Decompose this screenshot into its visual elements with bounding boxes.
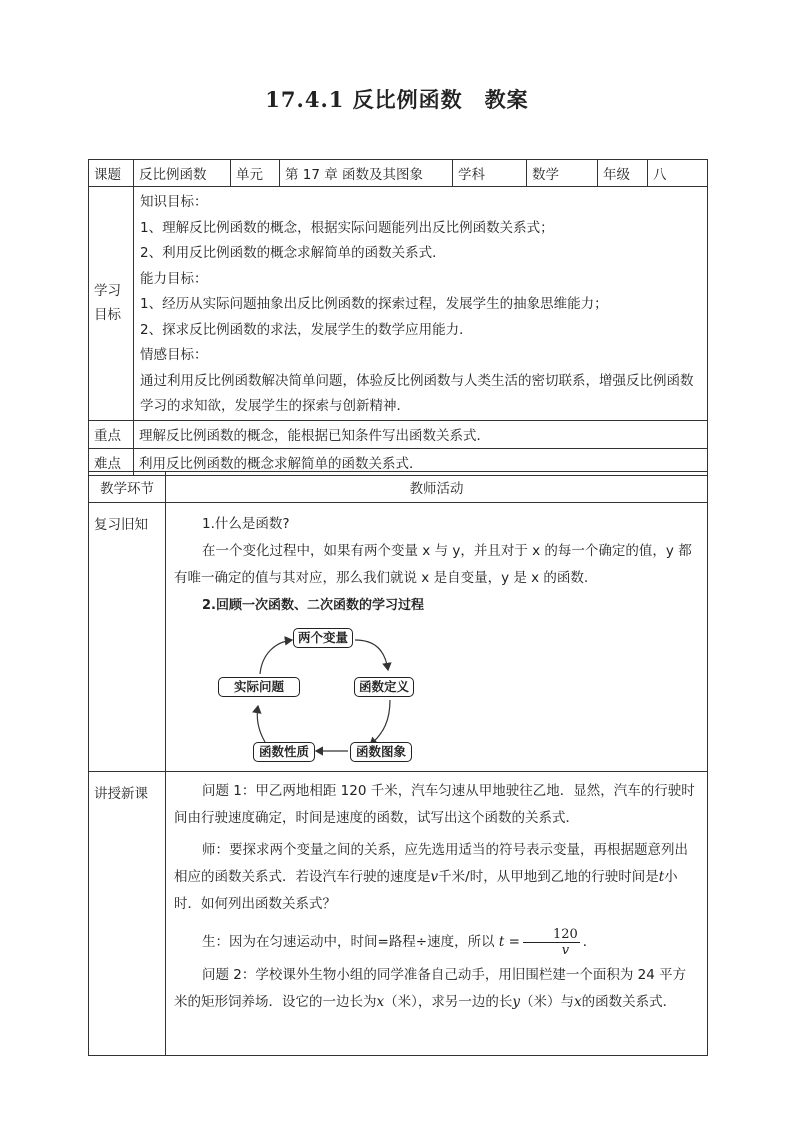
goal-line: 2、探求反比例函数的求法，发展学生的数学应用能力． bbox=[140, 321, 473, 338]
goals-label: 学习目标 bbox=[89, 187, 134, 421]
difficulty-value: 利用反比例函数的概念求解简单的函数关系式． bbox=[134, 448, 708, 475]
arrow-left-to-top bbox=[260, 640, 292, 674]
lesson-info-table bbox=[88, 159, 708, 476]
review-answer-1: 在一个变化过程中，如果有两个变量 x 与 y，并且对于 x 的每一个确定的值，y 都有唯一确定的值与其对应，那么我们就说 x 是自变量，y 是 x 的函数. bbox=[174, 543, 692, 586]
arrow-right-to-bottomright bbox=[370, 700, 390, 745]
fraction-120-over-v: $\frac{120}{v}$ bbox=[523, 927, 580, 958]
arrow-bottomleft-to-left bbox=[257, 706, 265, 742]
document-title: 17.4.1 反比例函数 教案 bbox=[265, 87, 529, 112]
difficulty-label: 难点 bbox=[89, 448, 134, 475]
goal-line: 知识目标： bbox=[140, 194, 208, 210]
subject-value: 数学 bbox=[527, 160, 598, 187]
goal-line: 2、利用反比例函数的概念求解简单的函数关系式． bbox=[140, 245, 446, 261]
cycle-node-real-problem: 实际问题 bbox=[218, 677, 300, 697]
teacher-remark: 师：要探求两个变量之间的关系，应先选用适当的符号表示变量，再根据题意列出相应的函数关系式．若设汽车行驶的速度是v千米/时，从甲地到乙地的行驶时间是t小时．如何列出函数关系式？ bbox=[174, 842, 688, 912]
cycle-node-function-definition: 函数定义 bbox=[354, 677, 414, 697]
cycle-node-function-graph: 函数图象 bbox=[350, 742, 412, 762]
goal-line: 情感目标： bbox=[140, 347, 208, 363]
unit-label: 单元 bbox=[231, 160, 280, 187]
unit-value: 第 17 章 函数及其图象 bbox=[280, 160, 453, 187]
course-label: 课题 bbox=[89, 160, 134, 187]
course-value: 反比例函数 bbox=[134, 160, 231, 187]
subject-label: 学科 bbox=[453, 160, 527, 187]
phase-header: 教学环节 bbox=[89, 472, 166, 503]
cycle-node-function-properties: 函数性质 bbox=[253, 742, 315, 762]
arrow-top-to-right bbox=[355, 640, 388, 670]
key-label: 重点 bbox=[89, 420, 134, 448]
goal-line: 1、理解反比例函数的概念，根据实际问题能列出反比例函数关系式； bbox=[140, 219, 554, 236]
key-value: 理解反比例函数的概念，能根据已知条件写出函数关系式． bbox=[134, 420, 708, 448]
cycle-node-two-variables: 两个变量 bbox=[293, 628, 353, 648]
teacher-header: 教师活动 bbox=[166, 472, 708, 503]
grade-value: 八 bbox=[648, 160, 708, 187]
problem-1: 问题 1：甲乙两地相距 120 千米，汽车匀速从甲地驶往乙地．显然，汽车的行驶时间由行驶速度确定，时间是速度的函数，试写出这个函数的关系式． bbox=[174, 783, 695, 826]
problem-2: 问题 2：学校课外生物小组的同学准备自己动手，用旧围栏建一个面积为 24 平方米的矩形饲养场．设它的一边长为x（米），求另一边的长y（米）与x的函数关系式． bbox=[174, 967, 687, 1010]
student-answer: 生：因为在匀速运动中，时间=路程÷速度，所以 t = $\frac{120}{v}$ ． bbox=[202, 926, 597, 958]
review-question-1: 1.什么是函数? bbox=[202, 516, 290, 532]
goal-line: 通过利用反比例函数解决简单问题，体验反比例函数与人类生活的密切联系，增强反比例函数学习的求知欲，发展学生的探索与创新精神． bbox=[140, 372, 694, 414]
grade-label: 年级 bbox=[598, 160, 648, 187]
goal-line: 能力目标： bbox=[140, 270, 208, 287]
lecture-label: 讲授新课 bbox=[89, 772, 166, 1056]
goal-line: 1、经历从实际问题抽象出反比例函数的探索过程，发展学生的抽象思维能力； bbox=[140, 296, 608, 312]
goals-content bbox=[134, 187, 708, 421]
review-question-2: 2.回顾一次函数、二次函数的学习过程 bbox=[202, 598, 424, 613]
lecture-content bbox=[166, 772, 708, 1056]
review-label: 复习旧知 bbox=[89, 503, 166, 772]
